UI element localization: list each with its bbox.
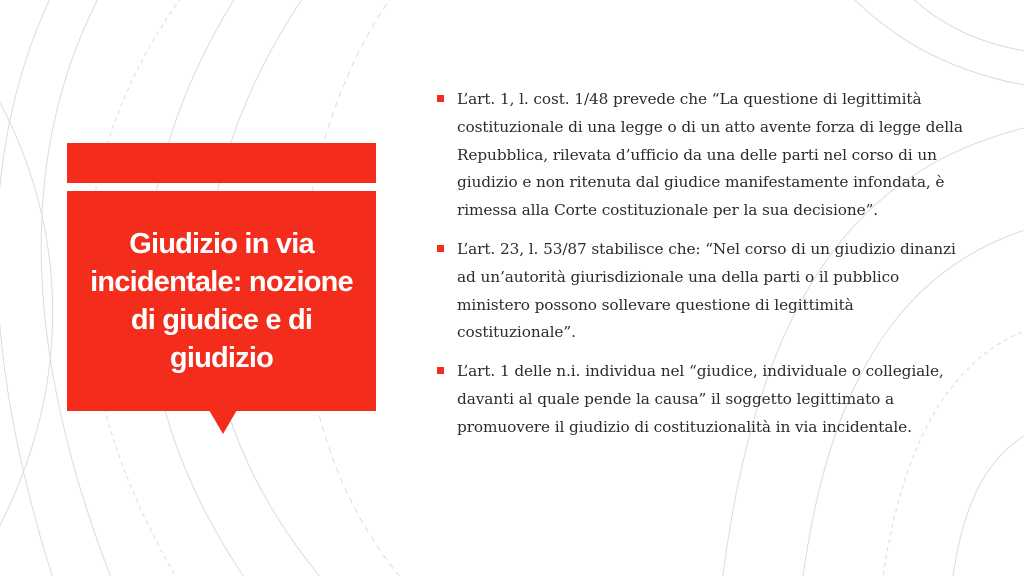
bullet-list (436, 86, 966, 453)
slide-title: Giudizio in via incidentale: nozione di giudice e di giudizio (90, 228, 353, 374)
arc-top-right-2 (880, 0, 1024, 55)
arc-top-right-1 (820, 0, 1024, 90)
square-bullet-icon (437, 95, 444, 102)
title-pointer-arrow (209, 410, 237, 434)
bullet-text: L’art. 23, l. 53/87 stabilisce che: “Nel corso di un giudizio dinanzi ad un’autorità giurisdizionale una della parti o il pubblico ministero possono sollevare questione di legittimità costituzionale”. (457, 239, 956, 342)
bullet-item (436, 358, 966, 441)
square-bullet-icon (437, 367, 444, 374)
title-box (67, 191, 376, 411)
title-accent-bar (67, 143, 376, 183)
bullet-text: L’art. 1, l. cost. 1/48 prevede che “La questione di legittimità costituzionale di una legge o di un atto avente forza di legge della Repubblica, rilevata d’ufficio da una delle parti nel corso di un giudizio e non ritenuta dal giudice manifestamente infondata, è rimessa alla Corte costituzionale per la sua decisione”. (457, 90, 963, 220)
bullet-item (436, 86, 966, 225)
bullet-item (436, 236, 966, 347)
square-bullet-icon (437, 245, 444, 252)
bullet-text: L’art. 1 delle n.i. individua nel “giudice, individuale o collegiale, davanti al quale pende la causa” il soggetto legittimato a promuovere il giudizio di costituzionalità in via incidentale. (457, 362, 944, 436)
arc-left-1 (0, 0, 70, 576)
